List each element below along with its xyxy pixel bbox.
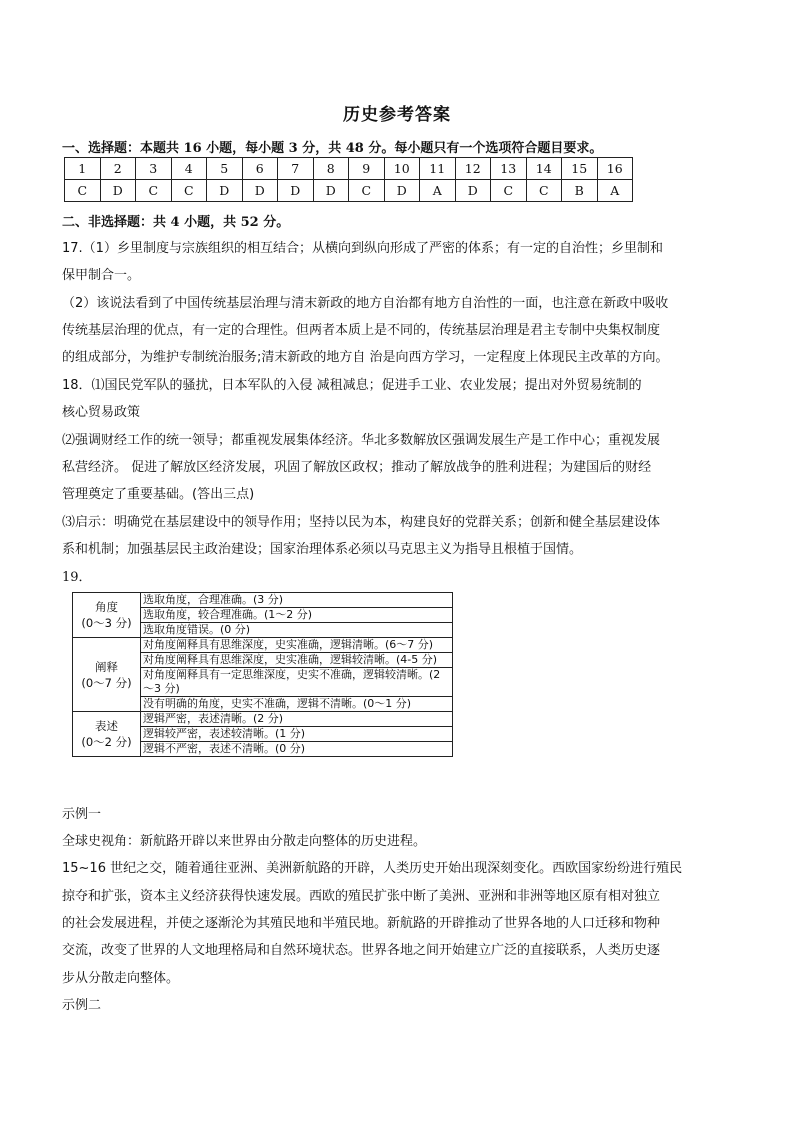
answer-cell: D	[207, 180, 243, 202]
answer-cell: D	[455, 180, 491, 202]
example-1-line-5: 交流，改变了世界的人文地理格局和自然环境状态。世界各地之间开始建立广泛的直接联系，人类历史逐	[62, 943, 661, 958]
rubric-category-range: (0～2 分)	[81, 735, 132, 749]
question-number-cell: 10	[384, 158, 420, 180]
answer-cell: C	[65, 180, 101, 202]
section-1-heading: 一、选择题：本题共 16 小题，每小题 3 分，共 48 分。每小题只有一个选项符合题目要求。	[62, 141, 603, 156]
question-number-cell: 13	[491, 158, 527, 180]
rubric-criterion: 对角度阐释具有思维深度，史实准确，逻辑较清晰。(4-5 分)	[141, 653, 453, 668]
rubric-criterion: 没有明确的角度，史实不准确，逻辑不清晰。(0～1 分)	[141, 697, 453, 712]
rubric-row	[73, 593, 453, 608]
example-1-line-6: 步从分散走向整体。	[62, 971, 180, 986]
example-1-heading: 示例一	[62, 807, 102, 822]
question-number-cell: 6	[242, 158, 278, 180]
question-number-cell: 3	[136, 158, 172, 180]
q17-line-3: （2）该说法看到了中国传统基层治理与清末新政的地方自治都有地方自治性的一面，也注意在新政中吸收	[62, 296, 669, 311]
rubric-row	[73, 712, 453, 727]
section-2-heading: 二、非选择题：共 4 小题，共 52 分。	[62, 215, 290, 230]
q18-line-1: 18．⑴国民党军队的骚扰，日本军队的入侵 减租减息；促进手工业、农业发展；提出对外贸易统制的	[62, 378, 642, 393]
rubric-row	[73, 638, 453, 653]
question-number-cell: 5	[207, 158, 243, 180]
answer-cell: D	[100, 180, 136, 202]
rubric-category-express	[73, 712, 141, 757]
q18-line-6: ⑶启示：明确党在基层建设中的领导作用；坚持以民为本，构建良好的党群关系；创新和健全基层建设体	[62, 515, 661, 530]
question-number-cell: 9	[349, 158, 385, 180]
q18-line-4: 私营经济。 促进了解放区经济发展，巩固了解放区政权；推动了解放战争的胜利进程；为建国后的财经	[62, 460, 652, 475]
example-1-line-4: 的社会发展进程，并使之逐渐沦为其殖民地和半殖民地。新航路的开辟推动了世界各地的人口迁移和物种	[62, 916, 661, 931]
question-number-cell: 7	[278, 158, 314, 180]
scoring-rubric-table	[72, 592, 453, 757]
q18-line-3: ⑵强调财经工作的统一领导；都重视发展集体经济。华北多数解放区强调发展生产是工作中心；重视发展	[62, 433, 661, 448]
q18-line-2: 核心贸易政策	[62, 405, 141, 420]
q17-line-5: 的组成部分，为维护专制统治服务;清末新政的地方自 治是向西方学习，一定程度上体现民主改革的方向。	[62, 350, 669, 365]
answer-table-number-row	[65, 158, 633, 180]
example-1-line-3: 掠夺和扩张，资本主义经济获得快速发展。西欧的殖民扩张中断了美洲、亚洲和非洲等地区原有相对独立	[62, 889, 661, 904]
answer-cell: D	[384, 180, 420, 202]
q17-line-2: 保甲制合一。	[62, 268, 141, 283]
question-number-cell: 8	[313, 158, 349, 180]
answer-cell: B	[562, 180, 598, 202]
q18-line-7: 系和机制；加强基层民主政治建设；国家治理体系必须以马克思主义为指导且根植于国情。	[62, 542, 583, 557]
question-number-cell: 14	[526, 158, 562, 180]
rubric-category-range: (0～7 分)	[81, 675, 132, 690]
rubric-criterion: 逻辑严密，表述清晰。(2 分)	[141, 712, 453, 727]
question-number-cell: 4	[171, 158, 207, 180]
page-title: 历史参考答案	[343, 105, 451, 125]
rubric-criterion: 对角度阐释具有一定思维深度，史实不准确，逻辑较清晰。(2～3 分)	[141, 668, 453, 697]
rubric-category-explain	[73, 638, 141, 712]
rubric-criterion: 选取角度，合理准确。(3 分)	[141, 593, 453, 608]
q18-line-5: 管理奠定了重要基础。(答出三点)	[62, 487, 255, 502]
rubric-criterion: 选取角度错误。(0 分)	[141, 623, 453, 638]
answer-table	[64, 157, 633, 202]
answer-cell: C	[136, 180, 172, 202]
rubric-category-label: 角度	[95, 600, 118, 614]
answer-cell: A	[420, 180, 456, 202]
answer-cell: C	[491, 180, 527, 202]
answer-cell: D	[242, 180, 278, 202]
rubric-criterion: 逻辑较严密，表述较清晰。(1 分)	[141, 727, 453, 742]
q17-line-1: 17.（1）乡里制度与宗族组织的相互结合；从横向到纵向形成了严密的体系；有一定的自治性；乡里制和	[62, 241, 663, 256]
question-number-cell: 11	[420, 158, 456, 180]
example-1-line-1: 全球史视角：新航路开辟以来世界由分散走向整体的历史进程。	[62, 834, 427, 849]
question-number-cell: 15	[562, 158, 598, 180]
rubric-criterion: 选取角度，较合理准确。(1～2 分)	[141, 608, 453, 623]
answer-cell: D	[313, 180, 349, 202]
rubric-category-angle	[73, 593, 141, 638]
question-number-cell: 2	[100, 158, 136, 180]
question-number-cell: 16	[597, 158, 633, 180]
example-2-heading: 示例二	[62, 998, 102, 1013]
question-number-cell: 1	[65, 158, 101, 180]
rubric-criterion: 对角度阐释具有思维深度，史实准确，逻辑清晰。(6～7 分)	[141, 638, 453, 653]
q17-line-4: 传统基层治理的优点，有一定的合理性。但两者本质上是不同的，传统基层治理是君主专制中央集权制度	[62, 323, 661, 338]
rubric-category-label: 阐释	[95, 659, 118, 674]
rubric-criterion: 逻辑不严密，表述不清晰。(0 分)	[141, 742, 453, 757]
example-1-line-2: 15~16 世纪之交，随着通往亚洲、美洲新航路的开辟，人类历史开始出现深刻变化。西欧国家纷纷进行殖民	[62, 861, 683, 876]
q19-label: 19．	[62, 570, 92, 585]
answer-table-answer-row	[65, 180, 633, 202]
answer-cell: A	[597, 180, 633, 202]
answer-cell: C	[526, 180, 562, 202]
question-number-cell: 12	[455, 158, 491, 180]
answer-cell: C	[171, 180, 207, 202]
answer-cell: D	[278, 180, 314, 202]
answer-cell: C	[349, 180, 385, 202]
rubric-category-label: 表述	[95, 719, 118, 733]
rubric-category-range: (0～3 分)	[81, 616, 132, 630]
